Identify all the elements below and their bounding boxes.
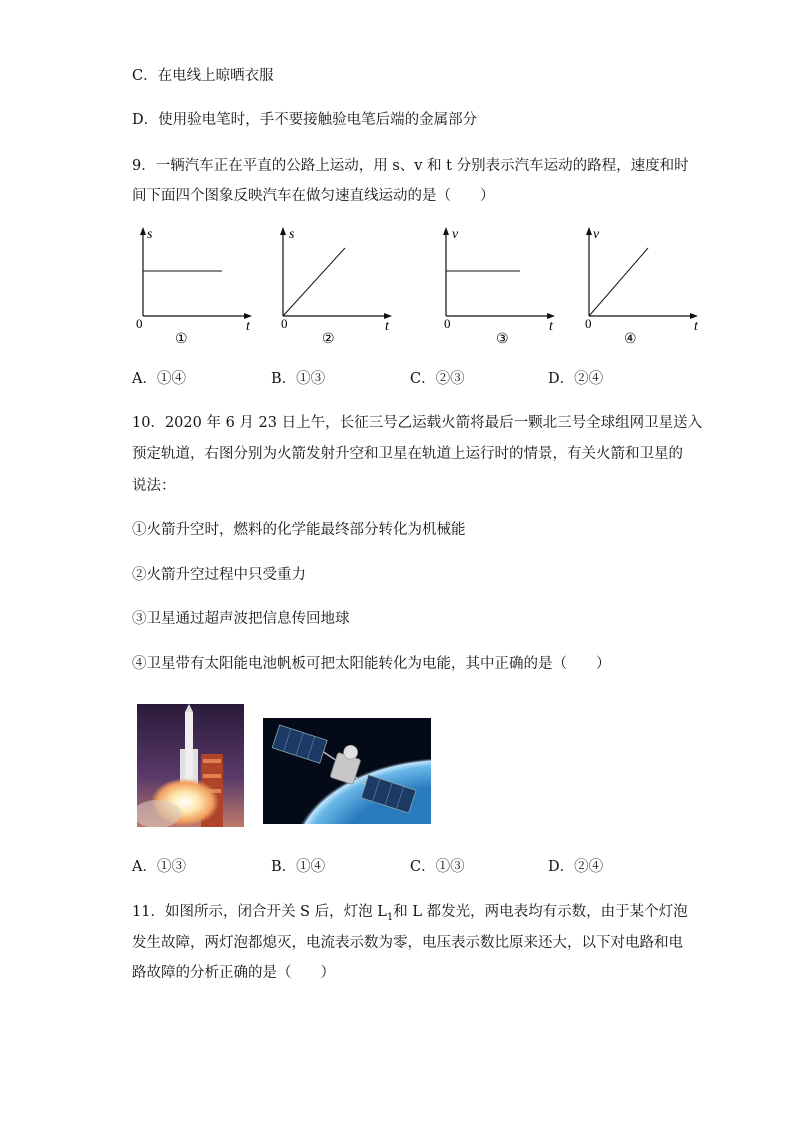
- graph-1: [134, 222, 264, 352]
- graph-2-y-label: s: [289, 227, 295, 242]
- q9-option-b: B．①③: [271, 371, 326, 387]
- graph-4-y-label: v: [593, 227, 600, 242]
- q10-option-a: A．①③: [132, 859, 186, 875]
- q11-stem-line2: 发生故障，两灯泡都熄灭，电流表示数为零，电压表示数比原来还大，以下对电路和电: [132, 935, 683, 951]
- graph-1-x-label: t: [246, 319, 250, 334]
- q11-stem-line3: 路故障的分析正确的是（ ）: [132, 965, 335, 981]
- q9-stem-line1: 9．一辆汽车正在平直的公路上运动，用 s、v 和 t 分别表示汽车运动的路程，速度和时: [132, 158, 689, 174]
- q10-statement-4: ④卫星带有太阳能电池帆板可把太阳能转化为电能，其中正确的是（ ）: [132, 656, 611, 672]
- graph-1-caption: ①: [175, 331, 188, 347]
- q9-option-c: C．②③: [410, 371, 465, 387]
- graph-3-x-label: t: [549, 319, 553, 334]
- graph-2-origin: 0: [281, 316, 288, 331]
- graph-2: [274, 222, 404, 352]
- graph-2-svg: [274, 222, 404, 352]
- graph-1-svg: [134, 222, 264, 352]
- q10-statement-1: ①火箭升空时，燃料的化学能最终部分转化为机械能: [132, 522, 466, 538]
- q8-option-c: C．在电线上晾晒衣服: [132, 68, 274, 84]
- satellite-in-orbit-photo: [263, 718, 431, 824]
- graph-2-curve: [283, 248, 345, 316]
- q10-option-b: B．①④: [271, 859, 326, 875]
- graph-1-y-arrow: [140, 227, 146, 235]
- q11-stem-line1: [132, 902, 688, 928]
- q10-statement-3: ③卫星通过超声波把信息传回地球: [132, 611, 350, 627]
- graph-4-origin: 0: [585, 316, 592, 331]
- graph-3-svg: [437, 222, 567, 352]
- graph-3-caption: ③: [496, 331, 509, 347]
- q10-statement-2: ②火箭升空过程中只受重力: [132, 567, 306, 583]
- q10-stem-line1: 10．2020 年 6 月 23 日上午，长征三号乙运载火箭将最后一颗北三号全球组网卫星送入: [132, 415, 703, 431]
- q9-stem-line2: 间下面四个图象反映汽车在做匀速直线运动的是（ ）: [132, 188, 495, 204]
- graph-3: [437, 222, 567, 352]
- q10-stem-line2: 预定轨道，右图分别为火箭发射升空和卫星在轨道上运行时的情景，有关火箭和卫星的: [132, 446, 683, 462]
- graph-3-origin: 0: [444, 316, 451, 331]
- q9-option-a: A．①④: [132, 371, 186, 387]
- graph-2-caption: ②: [322, 331, 335, 347]
- graph-2-x-label: t: [385, 319, 389, 334]
- graph-4: [580, 222, 710, 352]
- graph-4-y-arrow: [586, 227, 592, 235]
- q11-subscript-1: 1: [386, 911, 394, 923]
- rocket-launch-image: [137, 704, 244, 827]
- satellite-image: [263, 718, 431, 824]
- graph-3-y-arrow: [443, 227, 449, 235]
- q10-stem-line3: 说法：: [132, 478, 176, 494]
- q11-stem-line1-part-a: 11．如图所示，闭合开关 S 后，灯泡 L: [132, 904, 387, 920]
- graph-1-y-label: s: [147, 227, 153, 242]
- q8-option-d: D．使用验电笔时，手不要接触验电笔后端的金属部分: [132, 112, 478, 128]
- graph-4-x-label: t: [694, 319, 698, 334]
- graph-1-origin: 0: [136, 316, 143, 331]
- graph-4-svg: [580, 222, 710, 352]
- q10-option-d: D．②④: [548, 859, 604, 875]
- q11-stem-line1-part-b: 和 L 都发光，两电表均有示数，由于某个灯泡: [393, 904, 688, 920]
- graph-3-y-label: v: [452, 227, 459, 242]
- q10-option-c: C．①③: [410, 859, 465, 875]
- graph-2-y-arrow: [280, 227, 286, 235]
- graph-4-curve: [589, 248, 648, 316]
- q9-option-d: D．②④: [548, 371, 604, 387]
- rocket-launch-photo: [137, 704, 244, 827]
- graph-4-caption: ④: [624, 331, 637, 347]
